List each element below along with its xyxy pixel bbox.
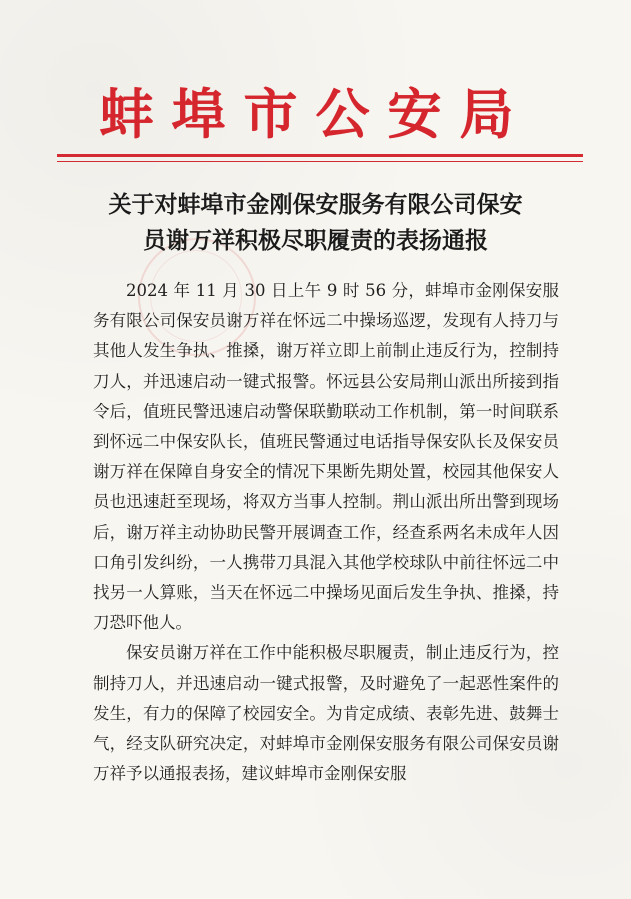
body-paragraph-2: 保安员谢万祥在工作中能积极尽职履责，制止违反行为，控制持刀人，并迅速启动一键式报警，及时避免了一起恶性案件的发生，有力的保障了校园安全。为肯定成绩、表彰先进、鼓舞士气，经支队研究决定，对蚌埠市金刚保安服务有限公司保安员谢万祥予以通报表扬，建议蚌埠市金刚保安服 — [93, 643, 559, 784]
body-paragraph-1: 2024 年 11 月 30 日上午 9 时 56 分，蚌埠市金刚保安服务有限公司保安员谢万祥在怀远二中操场巡逻，发现有人持刀与其他人发生争执、推搡，谢万祥立即上前制止违反行为，控制持刀人，并迅速启动一键式报警。怀远县公安局荆山派出所接到指令后，值班民警迅速启动警保联勤联动工作机制，第一时间联系到怀远二中保安队长，值班民警通过电话指导保安队长及保安员谢万祥在保障自身安全的情况下果断先期处置，校园其他保安人员也迅速赶至现场，将双方当事人控制。荆山派出所出警到现场后，谢万祥主动协助民警开展调查工作，经查系两名未成年人因口角引发纠纷，一人携带刀具混入其他学校球队中前往怀远二中找另一人算账，当天在怀远二中操场见面后发生争执、推搡，持刀恐吓他人。 — [93, 281, 559, 633]
document-body — [93, 276, 559, 789]
document-title-line-2: 员谢万祥积极尽职履责的表扬通报 — [143, 227, 488, 254]
issuing-authority-title: 蚌埠市公安局 — [99, 82, 532, 146]
document-title-line-1: 关于对蚌埠市金刚保安服务有限公司保安 — [108, 191, 523, 218]
header-thin-red-rule — [57, 161, 583, 162]
header-thick-red-rule — [57, 154, 583, 157]
document-title — [60, 187, 571, 259]
